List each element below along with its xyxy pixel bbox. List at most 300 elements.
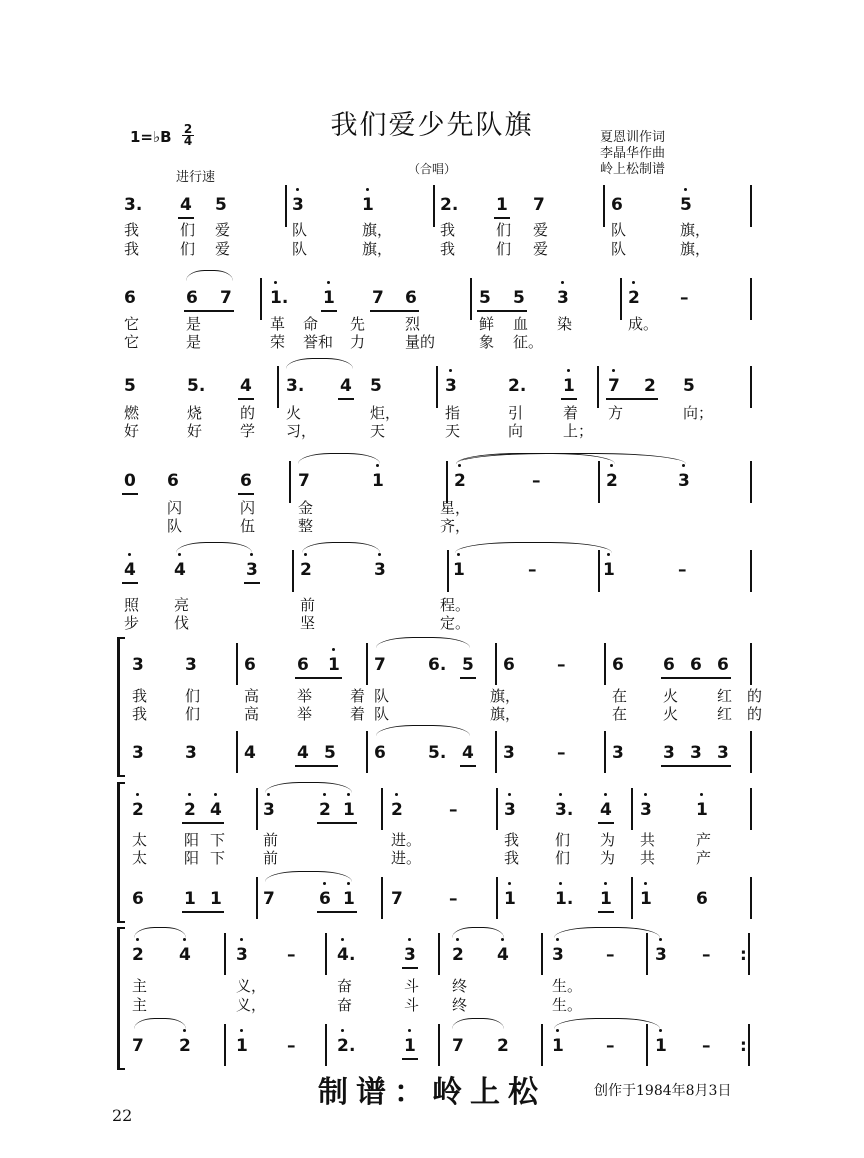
lyric-verse1: 血 [513, 315, 529, 333]
system-brace [117, 782, 125, 923]
system6-upper-note: 6 [717, 655, 729, 675]
octave-dot [136, 793, 139, 796]
system8-lower-note: 2 [337, 1036, 349, 1056]
system7-upper-note: 3 [263, 800, 275, 820]
lyric-verse1: 主 [132, 977, 148, 995]
octave-dot [178, 553, 181, 556]
octave-dot [347, 793, 350, 796]
octave-dot [376, 464, 379, 467]
duration-underline [122, 493, 138, 495]
system2-note: 5 [479, 288, 491, 308]
system1-note: 5 [680, 195, 692, 215]
barline [285, 185, 287, 227]
system2-note: 3 [557, 288, 569, 308]
system5-note: 4 [124, 560, 136, 580]
barline [748, 933, 750, 975]
lyric-verse1: 星， [440, 499, 471, 517]
lyric-verse2: 步 [124, 614, 140, 632]
lyric-verse1: 向； [683, 404, 714, 422]
lyric-verse1: 着 [563, 404, 579, 422]
system-brace [117, 637, 125, 777]
duration-underline [295, 677, 342, 679]
octave-dot [378, 553, 381, 556]
duration-underline [402, 967, 418, 969]
octave-dot [408, 938, 411, 941]
system8-lower-note: 2 [179, 1036, 191, 1056]
system6-lower-note: 5 [324, 743, 336, 763]
system8-lower-note: – [606, 1036, 615, 1056]
lyric-verse1: 在 [612, 687, 628, 705]
lyric-verse2: 整 [298, 517, 314, 535]
lyric-verse1: 生。 [552, 977, 583, 995]
system8-upper-note: 2 [452, 945, 464, 965]
lyric-verse2: 征。 [513, 333, 544, 351]
lyric-verse2: 力 [350, 333, 366, 351]
system2-note: 1. [270, 288, 289, 308]
system7-lower-note: 1 [210, 889, 222, 909]
lyric-verse1: 照 [124, 596, 140, 614]
barline [292, 550, 294, 592]
octave-dot [556, 938, 559, 941]
octave-dot [610, 464, 613, 467]
lyric-verse2: 定。 [440, 614, 471, 632]
octave-dot [700, 793, 703, 796]
lyric-verse1: 为 [600, 831, 616, 849]
barline [750, 185, 752, 227]
octave-dot [136, 938, 139, 941]
octave-dot [183, 938, 186, 941]
lyric-verse1: 的 [747, 687, 763, 705]
system4-note: – [532, 471, 541, 491]
time-signature [182, 124, 194, 147]
duration-underline [321, 310, 337, 312]
barline [433, 185, 435, 227]
system4-note: 7 [298, 471, 310, 491]
lyric-verse1: 产 [696, 831, 712, 849]
system6-upper-note: 6 [244, 655, 256, 675]
song-title: 我们爱少先队旗 [330, 110, 534, 141]
lyric-verse1: 们 [555, 831, 571, 849]
lyric-verse2: 齐， [440, 517, 471, 535]
lyric-verse2: 共 [640, 849, 656, 867]
system7-lower-note: 6 [319, 889, 331, 909]
system3-note: 3. [286, 376, 305, 396]
barline [750, 877, 752, 919]
system7-upper-note: 3 [504, 800, 516, 820]
lyric-verse2: 我 [132, 705, 148, 723]
lyric-verse1: 革 [270, 315, 286, 333]
lyric-verse1: 阳 [184, 831, 200, 849]
system6-upper-note: 1 [328, 655, 340, 675]
octave-dot [341, 1029, 344, 1032]
slur-arc [134, 927, 186, 938]
slur-arc [176, 542, 252, 553]
system7-lower-note: 6 [132, 889, 144, 909]
octave-dot [323, 882, 326, 885]
barline [236, 731, 238, 773]
barline [260, 278, 262, 320]
octave-dot [457, 553, 460, 556]
duration-underline [178, 217, 194, 219]
system1-note: 3 [292, 195, 304, 215]
slur-arc [265, 782, 352, 793]
lyric-verse1: 闪 [167, 499, 183, 517]
lyric-verse1: 火 [663, 687, 679, 705]
system7-upper-note: 2 [184, 800, 196, 820]
system8-lower-note: : [740, 1036, 747, 1056]
lyric-verse2: 我 [440, 240, 456, 258]
slur-arc [286, 358, 353, 369]
system6-lower-note: 3 [612, 743, 624, 763]
duration-underline [598, 911, 614, 913]
system8-upper-note: . [349, 945, 356, 965]
duration-underline [122, 582, 138, 584]
lyric-verse1: 终 [452, 977, 468, 995]
duration-underline [494, 217, 510, 219]
lyric-verse1: 我 [440, 221, 456, 239]
system6-lower-note: 3 [690, 743, 702, 763]
system3-note: 2. [508, 376, 527, 396]
system1-note: 7 [533, 195, 545, 215]
system6-upper-note: 6 [503, 655, 515, 675]
barline [750, 550, 752, 592]
system4-note: 2 [454, 471, 466, 491]
slur-arc [186, 270, 233, 281]
lyric-verse2: 队 [611, 240, 627, 258]
system5-note: 1 [453, 560, 465, 580]
system4-note: 1 [372, 471, 384, 491]
lyric-verse2: 荣 [270, 333, 286, 351]
lyric-verse2: 坚 [300, 614, 316, 632]
slur-arc [452, 927, 504, 938]
slur-arc [265, 871, 352, 882]
system2-note: 6 [405, 288, 417, 308]
system7-lower-note: 1 [343, 889, 355, 909]
lyric-verse1: 太 [132, 831, 148, 849]
system7-upper-note: – [449, 800, 458, 820]
system7-upper-note: 2 [132, 800, 144, 820]
lyric-verse2: 队 [292, 240, 308, 258]
lyric-verse2: 向 [508, 422, 524, 440]
system3-note: 2 [644, 376, 656, 396]
system6-upper-note: 6 [663, 655, 675, 675]
lyric-verse2: 们 [180, 240, 196, 258]
lyric-verse1: 染 [557, 315, 573, 333]
system3-note: 5 [683, 376, 695, 396]
system8-lower-note: 1 [236, 1036, 248, 1056]
lyric-verse1: 我 [132, 687, 148, 705]
system4-note: 3 [678, 471, 690, 491]
system7-upper-note: 4 [210, 800, 222, 820]
system8-lower-note: 2 [497, 1036, 509, 1056]
barline [438, 1024, 440, 1066]
system8-upper-note: 4 [337, 945, 349, 965]
lyric-verse2: 旗， [362, 240, 393, 258]
system2-note: 6 [124, 288, 136, 308]
system7-lower-note: 6 [696, 889, 708, 909]
octave-dot [682, 464, 685, 467]
barline [438, 933, 440, 975]
lyric-verse2: 们 [496, 240, 512, 258]
system5-note: 3 [374, 560, 386, 580]
system4-note: 2 [606, 471, 618, 491]
octave-dot [508, 793, 511, 796]
barline [598, 461, 600, 503]
time-signature-bottom: 4 [183, 134, 193, 148]
barline [620, 278, 622, 320]
system3-note: 7 [608, 376, 620, 396]
barline [256, 788, 258, 830]
performance-note: （合唱） [407, 162, 456, 176]
system3-note: 4 [340, 376, 352, 396]
duration-underline [317, 911, 357, 913]
lyric-verse2: 爱 [215, 240, 231, 258]
octave-dot [508, 882, 511, 885]
barline [597, 366, 599, 408]
lyric-verse2: 生。 [552, 996, 583, 1014]
barline [750, 643, 752, 685]
lyric-verse2: 们 [555, 849, 571, 867]
system8-lower-note: 1 [552, 1036, 564, 1056]
barline [750, 278, 752, 320]
duration-underline [238, 398, 254, 400]
barline [604, 731, 606, 773]
duration-underline [460, 677, 476, 679]
lyric-verse2: 义， [236, 996, 267, 1014]
lyric-verse1: 高 [244, 687, 260, 705]
octave-dot [296, 188, 299, 191]
barline [366, 731, 368, 773]
system1-note: 5 [215, 195, 227, 215]
octave-dot [604, 793, 607, 796]
barline [289, 461, 291, 503]
barline [604, 643, 606, 685]
octave-dot [556, 1029, 559, 1032]
lyric-verse2: 是 [186, 333, 202, 351]
lyric-verse2: 伐 [174, 614, 190, 632]
system8-upper-note: : [740, 945, 747, 965]
system6-lower-note: 6 [374, 743, 386, 763]
system8-upper-note: 3 [236, 945, 248, 965]
lyric-verse2: 誉和 [303, 333, 334, 351]
lyric-verse1: 引 [508, 404, 524, 422]
octave-dot [240, 938, 243, 941]
barline [325, 933, 327, 975]
system3-note: 5 [370, 376, 382, 396]
lyric-verse2: 它 [124, 333, 140, 351]
system6-upper-note: 6. [428, 655, 447, 675]
barline [496, 877, 498, 919]
lyric-verse2: 象 [479, 333, 495, 351]
lyric-verse1: 烧 [187, 404, 203, 422]
slur-arc [376, 725, 470, 736]
system4-note: 6 [240, 471, 252, 491]
lyric-verse2: 高 [244, 705, 260, 723]
barline [381, 788, 383, 830]
lyric-verse1: 鲜 [479, 315, 495, 333]
system2-note: 1 [323, 288, 335, 308]
octave-dot [644, 793, 647, 796]
lyric-verse2: 红 [717, 705, 733, 723]
system5-note: – [528, 560, 537, 580]
octave-dot [567, 369, 570, 372]
lyric-verse1: 前 [263, 831, 279, 849]
duration-underline [598, 822, 614, 824]
system7-upper-note: 1 [696, 800, 708, 820]
octave-dot [612, 369, 615, 372]
system6-upper-note: 6 [297, 655, 309, 675]
lyric-verse2: 们 [185, 705, 201, 723]
octave-dot [456, 938, 459, 941]
lyric-verse1: 的 [240, 404, 256, 422]
system6-upper-note: 6 [690, 655, 702, 675]
barline [277, 366, 279, 408]
lyric-verse2: 队 [374, 705, 390, 723]
duration-underline [182, 911, 224, 913]
lyric-verse2: 着 [350, 705, 366, 723]
lyric-verse1: 着 [350, 687, 366, 705]
lyric-verse1: 炬， [370, 404, 401, 422]
lyric-verse2: 的 [747, 705, 763, 723]
lyric-verse2: 伍 [240, 517, 256, 535]
barline [750, 461, 752, 503]
lyric-verse2: 天 [370, 422, 386, 440]
lyric-verse2: 好 [187, 422, 203, 440]
slur-arc [554, 1018, 660, 1029]
duration-underline [402, 1058, 418, 1060]
system6-upper-note: 3 [185, 655, 197, 675]
octave-dot [366, 188, 369, 191]
lyric-verse2: 火 [663, 705, 679, 723]
system7-lower-note: 1 [184, 889, 196, 909]
octave-dot [347, 882, 350, 885]
barline [381, 877, 383, 919]
duration-underline [317, 822, 357, 824]
system7-upper-note: 1 [343, 800, 355, 820]
duration-underline [182, 822, 224, 824]
lyric-verse2: 旗， [680, 240, 711, 258]
system5-note: 3 [246, 560, 258, 580]
time-signature-top: 2 [183, 122, 193, 136]
system8-upper-note: – [702, 945, 711, 965]
octave-dot [395, 793, 398, 796]
barline [446, 461, 448, 503]
slur-arc [455, 542, 612, 553]
octave-dot [458, 464, 461, 467]
duration-underline [606, 398, 658, 400]
barline [750, 788, 752, 830]
system2-note: 7 [372, 288, 384, 308]
system6-lower-note: 5. [428, 743, 447, 763]
octave-dot [501, 938, 504, 941]
lyric-verse1: 先 [350, 315, 366, 333]
lyric-verse2: 好 [124, 422, 140, 440]
octave-dot [604, 882, 607, 885]
system1-note: 6 [611, 195, 623, 215]
system8-upper-note: 3 [552, 945, 564, 965]
system6-lower-note: 3 [503, 743, 515, 763]
lyric-verse1: 共 [640, 831, 656, 849]
octave-dot [559, 793, 562, 796]
octave-dot [659, 938, 662, 941]
system1-note: 4 [180, 195, 192, 215]
lyric-verse1: 队 [292, 221, 308, 239]
octave-dot [684, 188, 687, 191]
lyric-verse1: 们 [185, 687, 201, 705]
system8-lower-note: 7 [452, 1036, 464, 1056]
slur-arc [134, 1018, 186, 1029]
barline [631, 877, 633, 919]
system6-lower-note: 3 [717, 743, 729, 763]
duration-underline [338, 398, 354, 400]
octave-dot [267, 793, 270, 796]
octave-dot [561, 281, 564, 284]
system6-lower-note: 3 [185, 743, 197, 763]
system8-upper-note: – [606, 945, 615, 965]
barline [436, 366, 438, 408]
system6-lower-note: 3 [132, 743, 144, 763]
octave-dot [408, 1029, 411, 1032]
system8-upper-note: 4 [497, 945, 509, 965]
system1-note: 2. [440, 195, 459, 215]
slur-arc [298, 453, 380, 464]
key-signature: 1=♭B [130, 128, 172, 146]
duration-underline [295, 765, 338, 767]
octave-dot [240, 1029, 243, 1032]
system6-upper-note: 6 [612, 655, 624, 675]
barline [470, 278, 472, 320]
lyric-verse1: 们 [180, 221, 196, 239]
octave-dot [188, 793, 191, 796]
lyric-verse2: 在 [612, 705, 628, 723]
duration-underline [460, 765, 476, 767]
lyric-verse2: 主 [132, 996, 148, 1014]
lyric-verse1: 爱 [215, 221, 231, 239]
barline [646, 1024, 648, 1066]
barline [256, 877, 258, 919]
lyric-verse1: 命 [303, 315, 319, 333]
system7-upper-note: 4 [600, 800, 612, 820]
duration-underline [184, 310, 234, 312]
octave-dot [323, 793, 326, 796]
duration-underline [561, 398, 577, 400]
lyric-verse1: 旗， [490, 687, 521, 705]
system7-lower-note: 1. [555, 889, 574, 909]
lyric-verse1: 们 [496, 221, 512, 239]
barline [541, 1024, 543, 1066]
lyric-verse1: 火 [286, 404, 302, 422]
system8-lower-note: . [349, 1036, 356, 1056]
barline [598, 550, 600, 592]
system3-note: 5. [187, 376, 206, 396]
duration-underline [661, 765, 731, 767]
lyric-verse1: 它 [124, 315, 140, 333]
system8-lower-note: – [287, 1036, 296, 1056]
lyric-verse2: 学 [240, 422, 256, 440]
octave-dot [183, 1029, 186, 1032]
lyric-verse2: 太 [132, 849, 148, 867]
barline [750, 731, 752, 773]
system5-note: 4 [174, 560, 186, 580]
barline [495, 731, 497, 773]
lyric-verse2: 举 [297, 705, 313, 723]
lyric-verse2: 上； [563, 422, 594, 440]
system1-note: 3. [124, 195, 143, 215]
octave-dot [632, 281, 635, 284]
slur-arc [302, 542, 380, 553]
barline [447, 550, 449, 592]
system7-upper-note: 2 [391, 800, 403, 820]
